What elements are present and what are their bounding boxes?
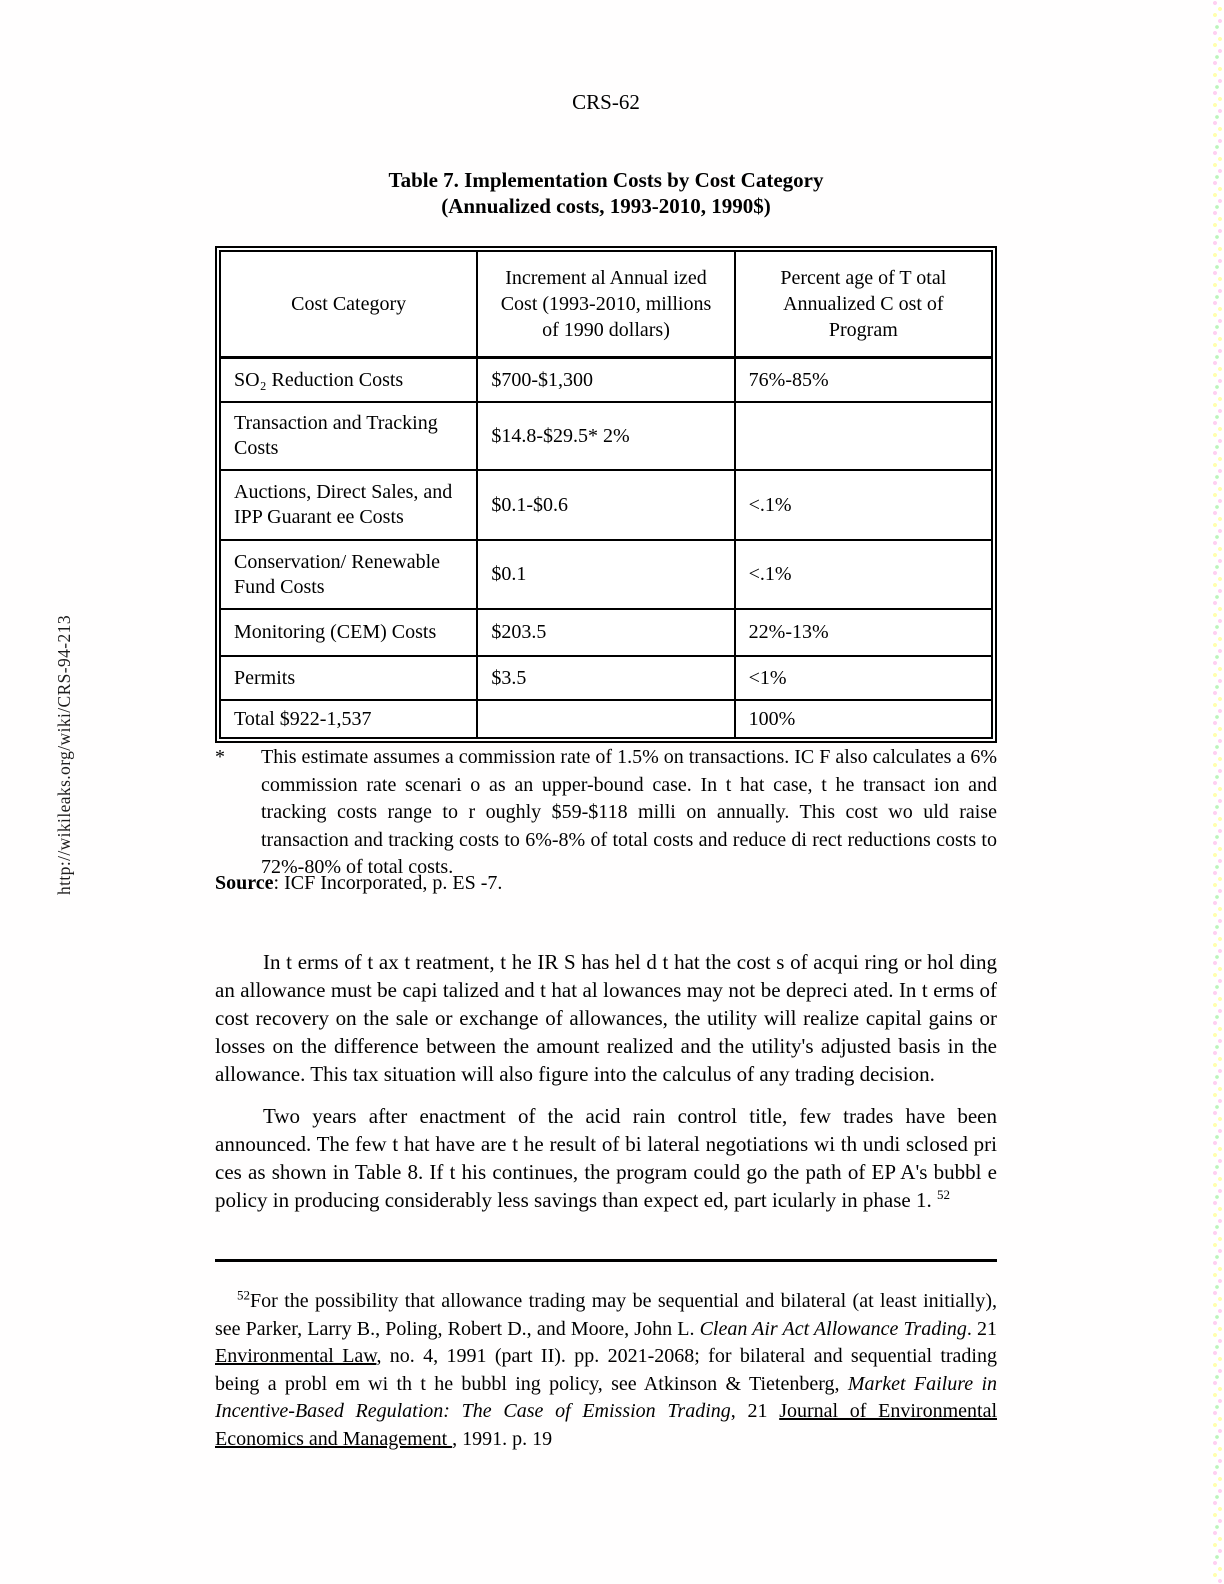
table-cell: Conservation/ Renewable Fund Costs — [220, 540, 477, 609]
table-header-cell-category: Cost Category — [220, 251, 477, 358]
table-cell: Permits — [220, 656, 477, 700]
table-title — [215, 167, 997, 219]
footnote-ref-52: 52 — [936, 1187, 950, 1202]
table-cell: $14.8-$29.5* 2% — [477, 402, 734, 470]
footnote-52-marker: 52 — [237, 1287, 250, 1303]
table-row-total — [220, 700, 992, 738]
table-row — [220, 540, 992, 609]
table-row — [220, 358, 992, 403]
table-cell: Monitoring (CEM) Costs — [220, 609, 477, 656]
table-cell — [477, 700, 734, 738]
table-title-line2: (Annualized costs, 1993-2010, 1990$) — [441, 194, 771, 218]
table-cell: $3.5 — [477, 656, 734, 700]
table-cell: $700-$1,300 — [477, 358, 734, 403]
table-cell: 100% — [735, 700, 992, 738]
table-cell: <1% — [735, 656, 992, 700]
asterisk-marker: * — [215, 746, 225, 768]
source-label: Source — [215, 872, 274, 894]
table-cell: SO₂ Reduction Costs — [220, 358, 477, 403]
cost-table — [219, 250, 993, 739]
table-asterisk-note — [215, 744, 997, 882]
body-paragraph-2-text: Two years after enactment of the acid rain control title, few trades have been announced. The few t hat have are t he result of bi lateral negotiations wi th undi sclosed pri ces as shown in Table 8. If t his continues, the program could go the path of EP A's bubbl e policy in producing considerably less savings than expect ed, part icularly in phase 1. — [215, 1104, 997, 1212]
source-text: : ICF Incorporated, p. ES -7. — [273, 872, 503, 894]
page-content — [215, 0, 997, 1584]
footnote-separator — [215, 1259, 997, 1262]
table-header-row — [220, 251, 992, 358]
table-header-cell-cost: Increment al Annual ized Cost (1993-2010, millions of 1990 dollars) — [477, 251, 734, 358]
footnote-52-text: For the possibility that allowance trading may be sequential and bilateral (at least initially), see Parker, Larry B., Poling, Robert D., and Moore, John L. Clean Air Act Allowance Trading. 21 Environmental Law, no. 4, 1991 (part II). pp. 2021-2068; for bilateral and sequential trading being a probl em wi th t he bubbl ing policy, see Atkinson & Tietenberg, Market Failure in Incentive-Based Regulation: The Case of Emission Trading, 21 Journal of Environmental Economics and Management , 1991. p. 19 — [215, 1290, 998, 1450]
table-cell: <.1% — [735, 470, 992, 540]
table-title-line1: Table 7. Implementation Costs by Cost Category — [388, 168, 824, 192]
page-header: CRS-62 — [572, 90, 640, 114]
sidebar-url: http://wikileaks.org/wiki/CRS-94-213 — [54, 615, 74, 895]
cost-table-frame — [215, 246, 997, 743]
body-paragraph-1: In t erms of t ax t reatment, t he IR S has hel d t hat the cost s of acqui ring or hol ding an allowance must be capi talized and t hat al lowances may not be depreci ated. In t erms of cost recovery on the sale or exchange of allowances, the utility will realize capital gains or losses on the difference between the amount realized and the utility's adjusted basis in the allowance. This tax situation will also figure into the calculus of any trading decision. — [215, 950, 997, 1086]
table-cell: 22%-13% — [735, 609, 992, 656]
table-row — [220, 656, 992, 700]
table-cell: Auctions, Direct Sales, and IPP Guarant ee Costs — [220, 470, 477, 540]
table-cell: <.1% — [735, 540, 992, 609]
table-cell: $0.1-$0.6 — [477, 470, 734, 540]
table-cell: Total $922-1,537 — [220, 700, 477, 738]
table-cell: Transaction and Tracking Costs — [220, 402, 477, 470]
table-row — [220, 402, 992, 470]
footnote-52 — [215, 1288, 997, 1453]
table-cell: $203.5 — [477, 609, 734, 656]
source-line — [215, 872, 997, 895]
table-cell — [735, 402, 992, 470]
asterisk-note-text: This estimate assumes a commission rate of 1.5% on transactions. IC F also calculates a 6% commission rate scenari o as an upper-bound case. In t hat case, t he transact ion and tracking costs range to r oughly $59-$118 milli on annually. This cost wo uld raise transaction and tracking costs to 6%-8% of total costs and reduce di rect reductions costs to 72%-80% of total costs. — [261, 746, 997, 878]
page-edge-pattern — [1211, 0, 1224, 1584]
body-paragraph-2 — [215, 1102, 997, 1214]
table-row — [220, 609, 992, 656]
table-header-cell-percentage: Percent age of T otal Annualized C ost of Program — [735, 251, 992, 358]
table-cell: $0.1 — [477, 540, 734, 609]
table-cell: 76%-85% — [735, 358, 992, 403]
table-row — [220, 470, 992, 540]
